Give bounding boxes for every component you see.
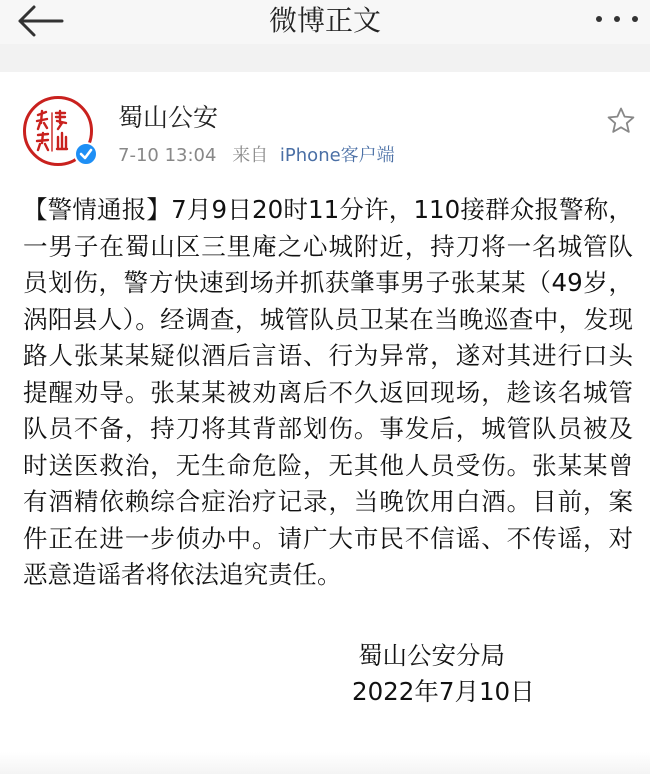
- signature-date: 2022年7月10日: [352, 677, 535, 706]
- favorite-button[interactable]: [606, 106, 636, 136]
- more-dots-icon: [596, 16, 602, 22]
- more-button[interactable]: [596, 10, 638, 28]
- star-outline-icon: [606, 106, 636, 136]
- signature-org: 蜀山公安分局: [358, 641, 505, 670]
- source-prefix: 来自: [232, 145, 269, 166]
- top-nav-bar: [0, 0, 650, 44]
- bottom-edge: [0, 752, 650, 774]
- section-divider: [0, 44, 650, 72]
- source-client-link[interactable]: iPhone客户端: [279, 145, 395, 166]
- post-time: 7-10 13:04: [118, 145, 217, 166]
- verified-badge-icon: [74, 142, 98, 166]
- post-card: [0, 72, 650, 774]
- post-body-text: 【警情通报】7月9日20时11分许，110接群众报警称，一男子在蜀山区三里庵之心城附近，持刀将一名城管队员划伤，警方快速到场并抓获肇事男子张某某（49岁，涡阳县人）。经调查，城管队员卫某在当晚巡查中，发现路人张某某疑似酒后言语、行为异常，遂对其进行口头提醒劝导。张某某被劝离后不久返回现场，趁该名城管队员不备，持刀将其背部划伤。事发后，城管队员被及时送医救治，无生命危险，无其他人员受伤。张某某曾有酒精依赖综合症治疗记录，当晚饮用白酒。目前，案件正在进一步侦办中。请广大市民不信谣、不传谣，对恶意造谣者将依法追究责任。: [23, 195, 633, 589]
- post-meta: [118, 144, 395, 168]
- page-title: 微博正文: [268, 4, 381, 37]
- author-name[interactable]: 蜀山公安: [118, 103, 219, 132]
